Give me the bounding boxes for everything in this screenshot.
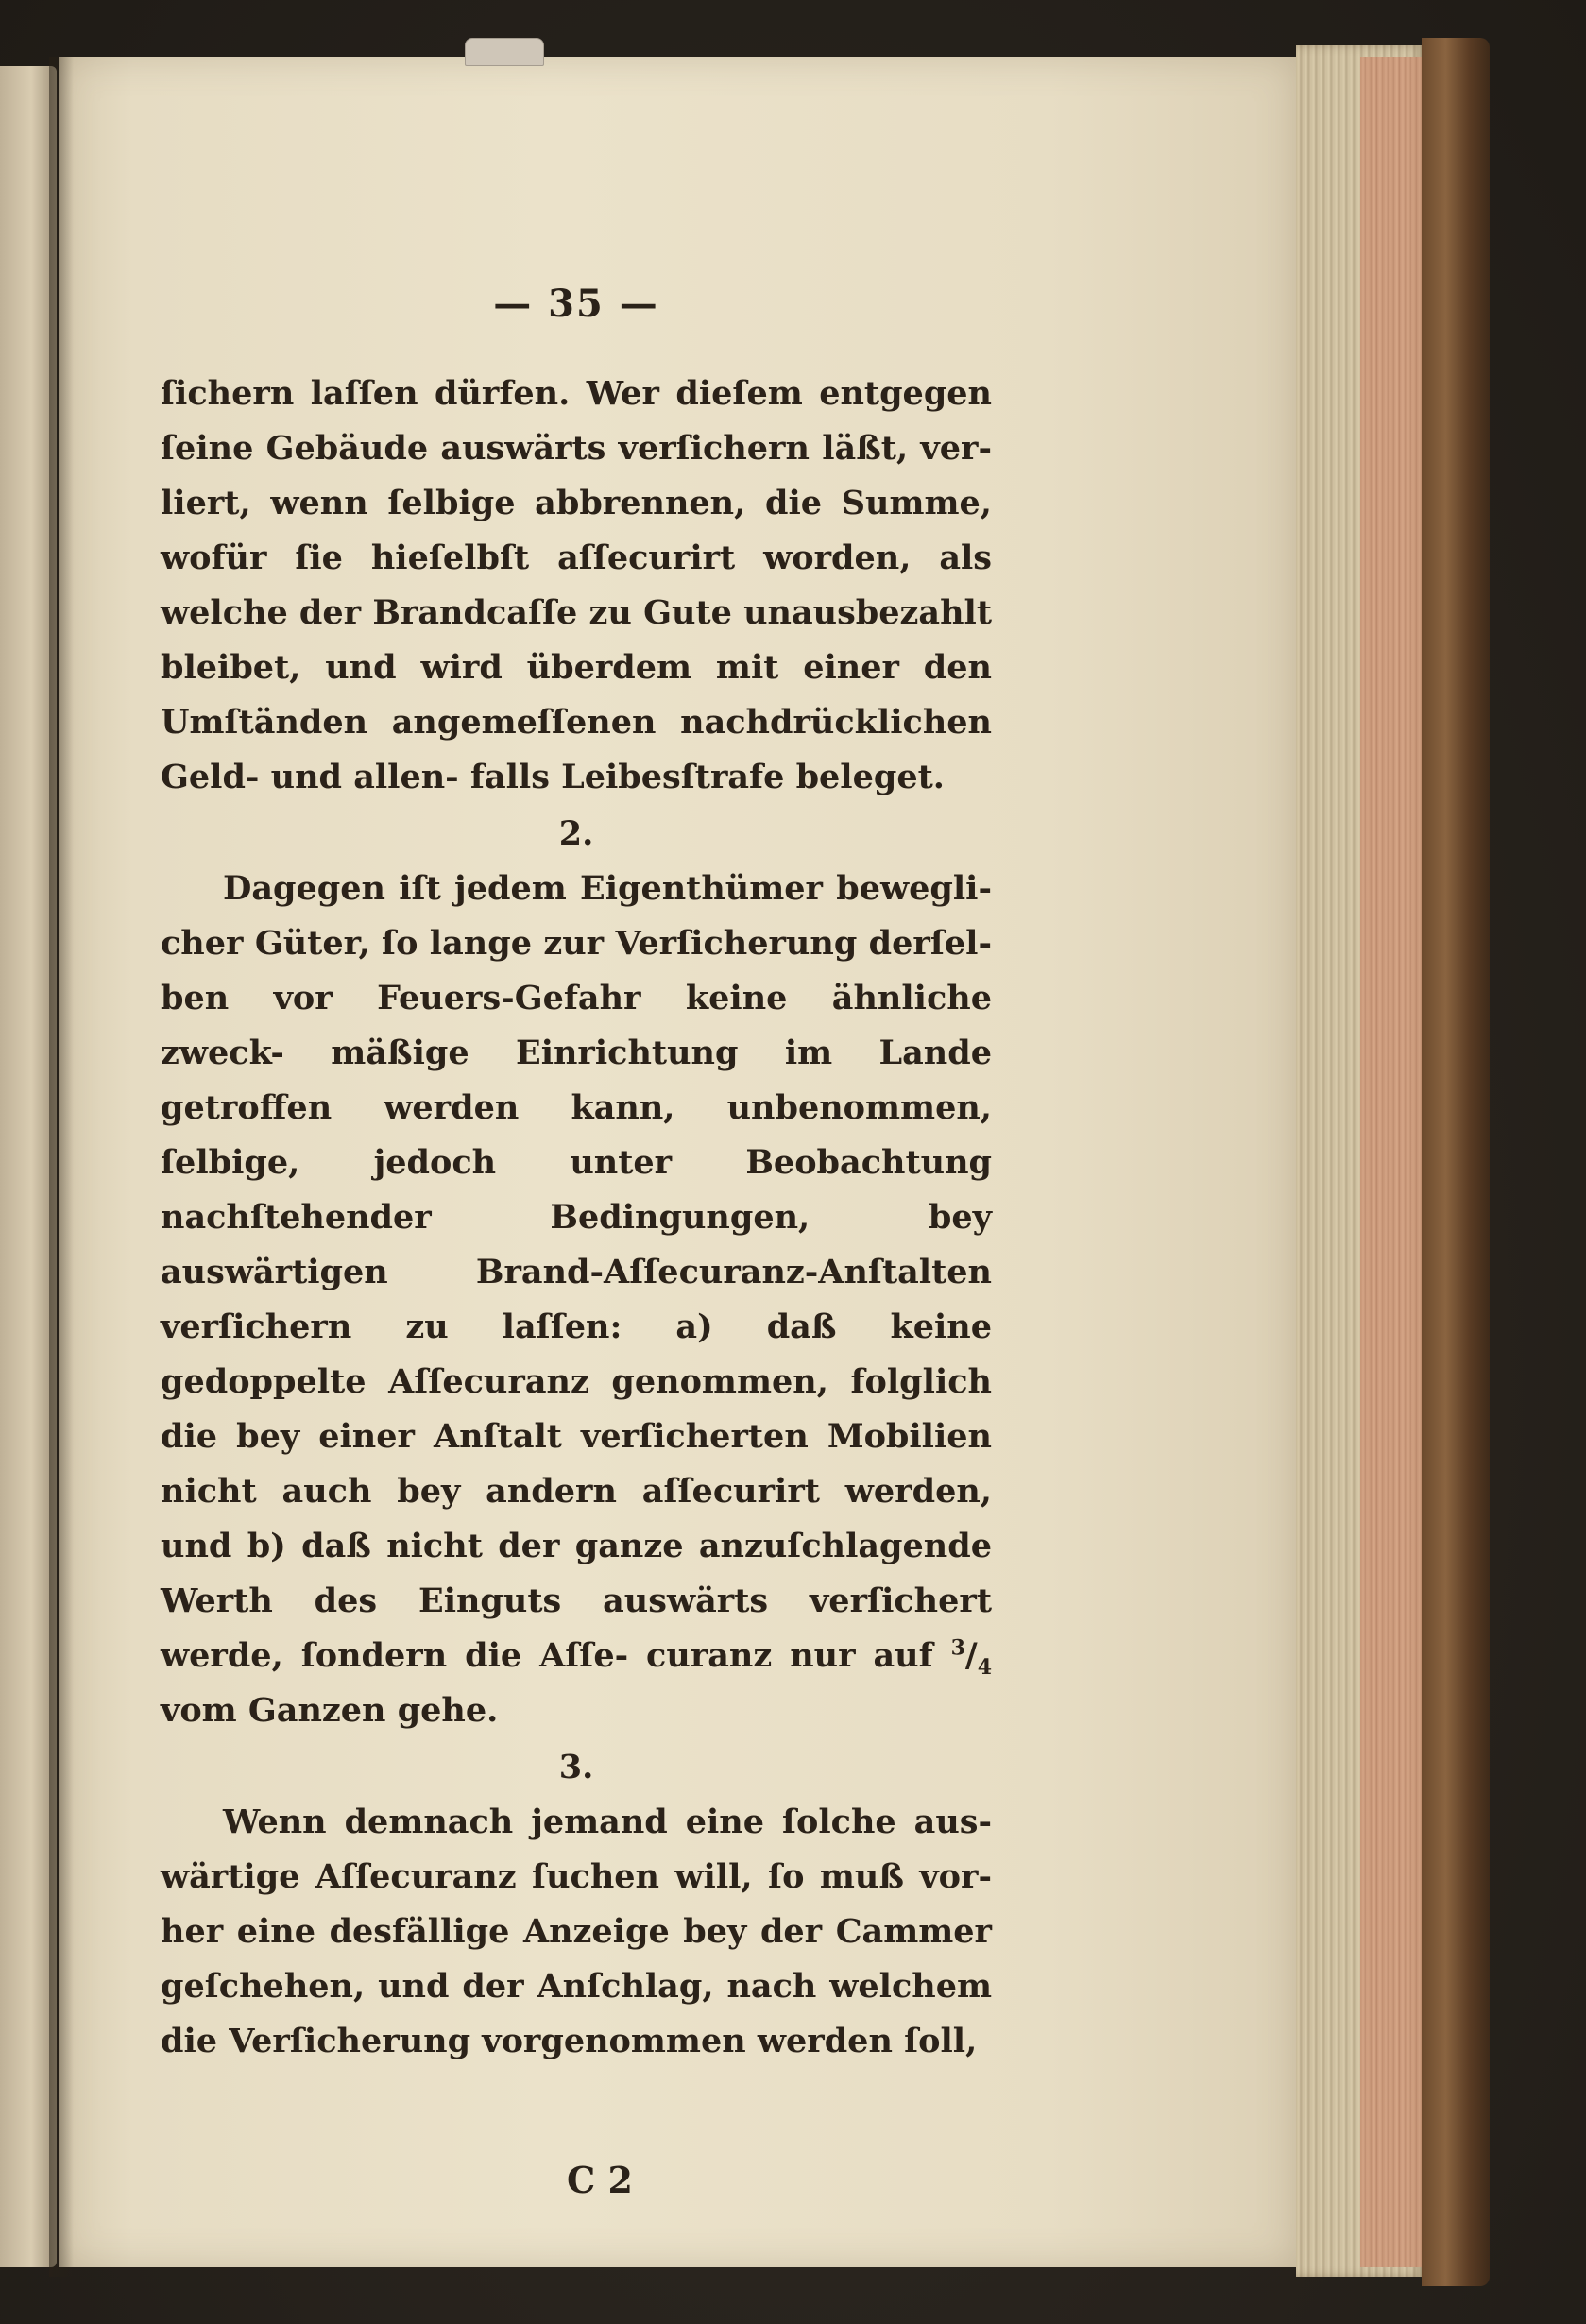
- paragraph-3: Wenn demnach jemand eine ſolche aus- wärtige Aſſecuranz ſuchen will, ſo muß vor- her eine desfällige Anzeige bey der Cammer geſchehen, und der Anſchlag, nach welchem die Verſicherung vorgenommen werden ſoll,: [161, 1803, 992, 2060]
- facing-page-edge: [0, 66, 57, 2267]
- leather-spine: [1422, 38, 1490, 2286]
- page-number-head: — 35 —: [493, 282, 659, 326]
- section-number-3: 3.: [558, 1748, 594, 1786]
- signature-mark: C 2: [567, 2159, 633, 2201]
- section-number-2: 2.: [558, 814, 594, 853]
- fraction-numerator: 3: [950, 1635, 965, 1661]
- paragraph-2-end: vom Ganzen gehe.: [161, 1691, 499, 1730]
- paragraph-2-text: Dagegen iſt jedem Eigenthümer bewegli- cher Güter, ſo lange zur Verſicherung derſel- ben vor Feuers-Gefahr keine ähnliche zweck- mäßige Einrichtung im Lande getroffen werden kann, unbenommen, ſelbige, jedoch unter Beobachtung nachſtehender Bedingungen, bey auswärtigen Brand-Aſſecuranz-Anſtalten verſichern zu laſſen: a) daß keine gedoppelte Aſſecuranz genommen, folglich die bey einer Anſtalt verſicherten Mobilien nicht auch bey andern aſſecurirt werden, und b) daß nicht der ganze anzuſchlagende Werth des Einguts auswärts verſichert werde, ſondern die Aſſe- curanz nur auf: [161, 869, 992, 1675]
- fraction-denominator: 4: [977, 1655, 992, 1680]
- holder-clip: [465, 38, 544, 66]
- gutter-shadow: [49, 57, 74, 2277]
- page-edges-red: [1360, 57, 1426, 2267]
- paragraph-1: ſichern laſſen dürfen. Wer dieſem entgegen ſeine Gebäude auswärts verſichern läßt, ver- liert, wenn ſelbige abbrennen, die Summe, wofür ſie hieſelbſt aſſecurirt worden, als welche der Brandcaſſe zu Gute unausbezahlt bleibet, und wird überdem mit einer den Umſtänden angemeſſenen nachdrücklichen Geld- und allen- falls Leibesſtrafe beleget.: [161, 374, 992, 796]
- paragraph-2: Dagegen iſt jedem Eigenthümer bewegli- cher Güter, ſo lange zur Verſicherung derſel- ben vor Feuers-Gefahr keine ähnliche zweck- mäßige Einrichtung im Lande getroffen werden kann, unbenommen, ſelbige, jedoch unter Beobachtung nachſtehender Bedingungen, bey auswärtigen Brand-Aſſecuranz-Anſtalten verſichern zu laſſen: a) daß keine gedoppelte Aſſecuranz genommen, folglich die bey einer Anſtalt verſicherten Mobilien nicht auch bey andern aſſecurirt werden, und b) daß nicht der ganze anzuſchlagende Werth des Einguts auswärts verſichert werde, ſondern die Aſſe- curanz nur auf $^3/_4$ vom Ganzen gehe.: [161, 869, 992, 1730]
- page-body: [161, 367, 992, 2069]
